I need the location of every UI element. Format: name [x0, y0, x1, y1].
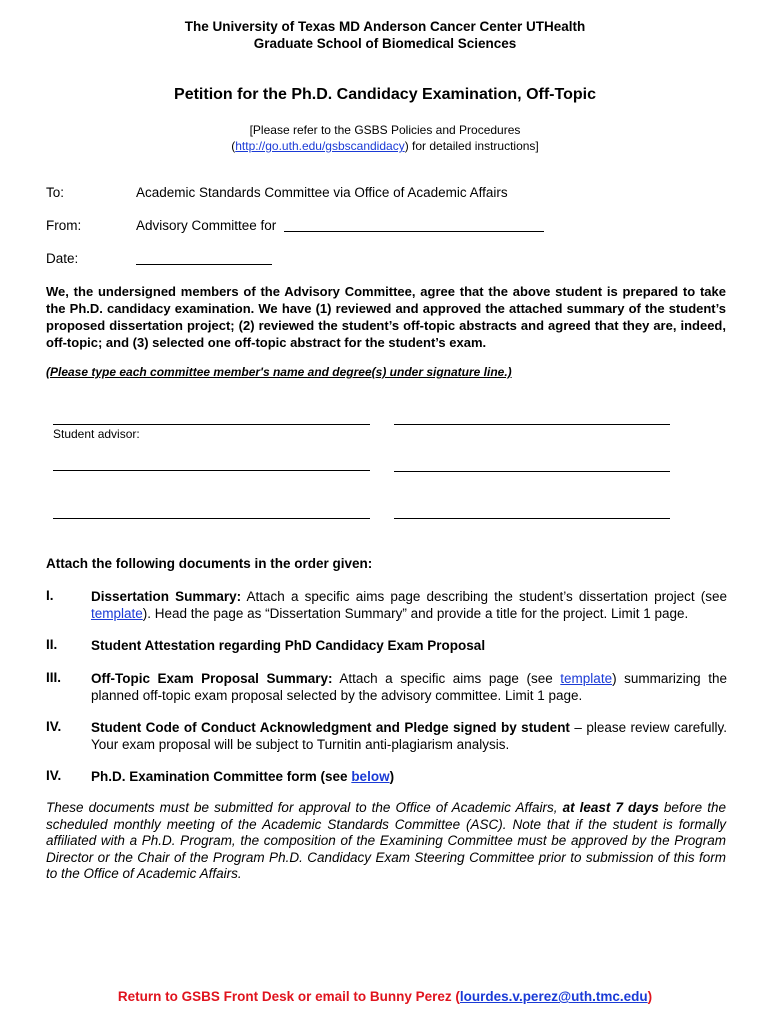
submission-note-b: before the scheduled monthly meeting of the Academic Standards Committee (ASC). Note that if the student is formally affiliated with a Ph.D. Program, the composition of the Examining Committee must be approved by the Program Director or the Chair of the Program Ph.D. Candidacy Exam Steering Committee prior to submission of this form to the Office of Academic Affairs.: [46, 800, 727, 881]
committee-form-link[interactable]: below: [351, 769, 390, 784]
item-4-title: Student Code of Conduct Acknowledgment and Pledge signed by student: [91, 720, 570, 735]
instructions-line-2: [0, 139, 770, 153]
date-label: Date:: [46, 251, 79, 266]
signature-line-3[interactable]: [53, 470, 370, 471]
return-close: ): [647, 989, 653, 1004]
item-1-number: I.: [46, 588, 54, 603]
institution-name: The University of Texas MD Anderson Cancer Center UTHealth: [184, 19, 586, 34]
to-value: Academic Standards Committee via Office of Academic Affairs: [136, 185, 508, 200]
return-instructions: [0, 989, 770, 1004]
school-name: Graduate School of Biomedical Sciences: [253, 36, 517, 51]
item-4-text: [91, 719, 727, 753]
signature-line-2[interactable]: [394, 424, 670, 425]
from-value: Advisory Committee for: [136, 218, 277, 233]
item-1-text: [91, 588, 727, 622]
date-field[interactable]: [136, 264, 272, 265]
item-2-number: II.: [46, 637, 58, 652]
deadline-emphasis: at least 7 days: [562, 800, 659, 815]
student-name-field[interactable]: [284, 231, 544, 232]
item-1-desc-b: ). Head the page as “Dissertation Summary” and provide a title for the project. Limit 1 page.: [142, 606, 689, 621]
item-1-desc-a: Attach a specific aims page describing the student’s dissertation project (see: [241, 589, 727, 604]
signature-line-5[interactable]: [53, 518, 370, 519]
student-advisor-label: Student advisor:: [53, 427, 140, 441]
item-1-title: Dissertation Summary:: [91, 589, 242, 604]
item-3-text: [91, 670, 727, 704]
item-3-number: III.: [46, 670, 62, 685]
return-text: Return to GSBS Front Desk or email to Bunny Perez (: [117, 989, 460, 1004]
item-2-text: [91, 637, 727, 654]
email-link[interactable]: lourdes.v.perez@uth.tmc.edu: [459, 989, 648, 1004]
item-5-title: Ph.D. Examination Committee form (see: [91, 769, 352, 784]
item-4-number: IV.: [46, 719, 62, 734]
submission-note: [46, 800, 726, 883]
item-4-desc: – please review carefully. Your exam proposal will be subject to Turnitin anti-plagiarism analysis.: [91, 720, 727, 752]
signature-line-4[interactable]: [394, 471, 670, 472]
committee-statement: We, the undersigned members of the Advisory Committee, agree that the above student is prepared to take the Ph.D. candidacy examination. We have (1) reviewed and approved the attached summary of the student’s proposed dissertation project; (2) reviewed the student’s off-topic abstracts and agreed that they are, indeed, off-topic; and (3) selected one off-topic abstract for the student’s exam.: [46, 284, 726, 350]
instructions-suffix: ) for detailed instructions]: [404, 139, 539, 153]
item-3-desc-a: Attach a specific aims page (see: [332, 671, 561, 686]
candidacy-policy-link[interactable]: http://go.uth.edu/gsbscandidacy: [235, 139, 405, 153]
item-5-close: ): [389, 769, 395, 784]
instructions-line-1: [Please refer to the GSBS Policies and Procedures: [249, 123, 521, 137]
page-title: Petition for the Ph.D. Candidacy Examination, Off-Topic: [174, 86, 596, 103]
item-3-desc-b: ) summarizing the planned off-topic exam proposal selected by the advisory committee. Limit 1 page.: [91, 671, 727, 703]
to-label: To:: [46, 185, 65, 200]
item-2-title: Student Attestation regarding PhD Candidacy Exam Proposal: [91, 638, 486, 653]
item-5-number: IV.: [46, 768, 62, 783]
dissertation-template-link[interactable]: template: [91, 606, 143, 621]
item-5-text: [91, 768, 727, 785]
attach-heading: Attach the following documents in the order given:: [46, 556, 373, 571]
signature-line-6[interactable]: [394, 518, 670, 519]
from-label: From:: [46, 218, 82, 233]
submission-note-a: These documents must be submitted for approval to the Office of Academic Affairs,: [46, 800, 563, 815]
signature-line-advisor[interactable]: [53, 424, 370, 425]
item-3-title: Off-Topic Exam Proposal Summary:: [91, 671, 333, 686]
signature-note: (Please type each committee member's name and degree(s) under signature line.): [46, 365, 512, 379]
off-topic-template-link[interactable]: template: [560, 671, 613, 686]
instructions-open-paren: (: [231, 139, 236, 153]
